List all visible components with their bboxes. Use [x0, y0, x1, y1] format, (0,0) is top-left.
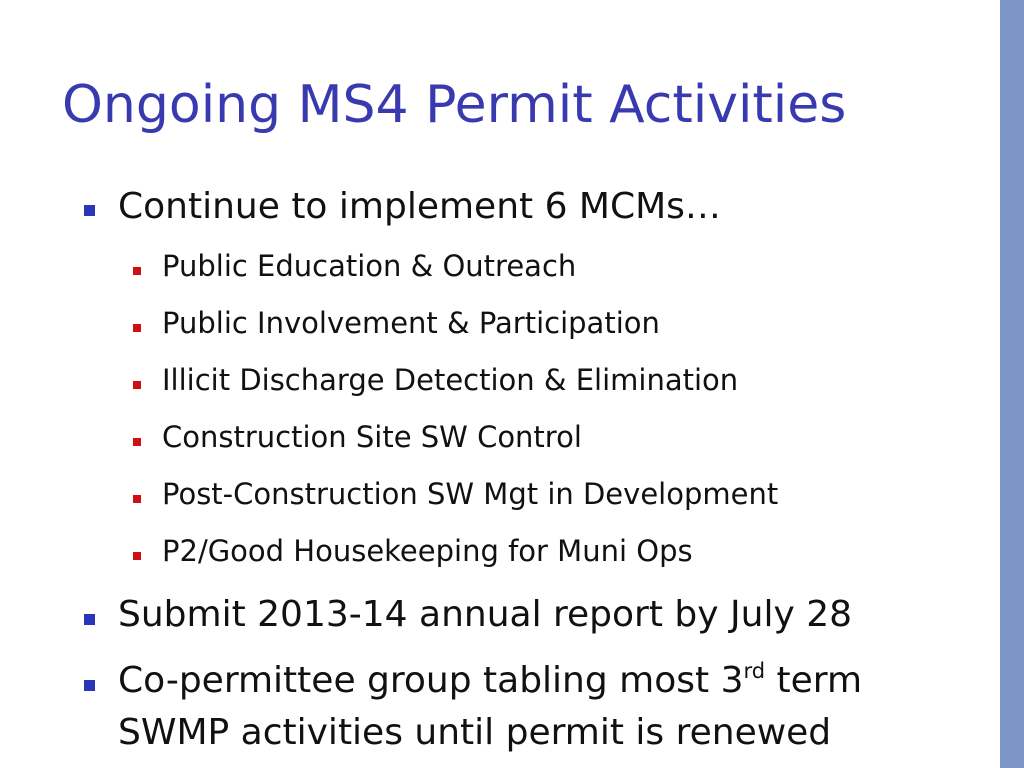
bullet-square-icon	[133, 267, 141, 275]
bullet-text-part: Co-permittee group tabling most 3	[118, 660, 744, 701]
sub-bullet-item: P2/Good Housekeeping for Muni Ops	[162, 534, 693, 568]
bullet-square-icon	[84, 205, 95, 216]
ordinal-superscript: rd	[743, 659, 766, 683]
bullet-square-icon	[84, 614, 95, 625]
sub-bullet-item: Illicit Discharge Detection & Elimination	[162, 363, 739, 397]
bullet-item: Submit 2013-14 annual report by July 28	[118, 594, 853, 635]
bullet-text-part: term	[765, 660, 863, 701]
sub-bullet-item: Construction Site SW Control	[162, 420, 582, 454]
bullet-square-icon	[84, 680, 95, 691]
bullet-item	[118, 660, 862, 701]
bullet-square-icon	[133, 438, 141, 446]
bullet-square-icon	[133, 381, 141, 389]
sub-bullet-item: Post-Construction SW Mgt in Development	[162, 477, 779, 511]
slide-title: Ongoing MS4 Permit Activities	[62, 75, 847, 135]
sub-bullet-item: Public Education & Outreach	[162, 249, 577, 283]
sub-bullet-item: Public Involvement & Participation	[162, 306, 660, 340]
bullet-item: Continue to implement 6 MCMs…	[118, 186, 721, 227]
side-accent-bar	[1000, 0, 1024, 768]
bullet-square-icon	[133, 495, 141, 503]
bullet-square-icon	[133, 324, 141, 332]
bullet-item-continuation: SWMP activities until permit is renewed	[118, 712, 832, 753]
bullet-square-icon	[133, 552, 141, 560]
